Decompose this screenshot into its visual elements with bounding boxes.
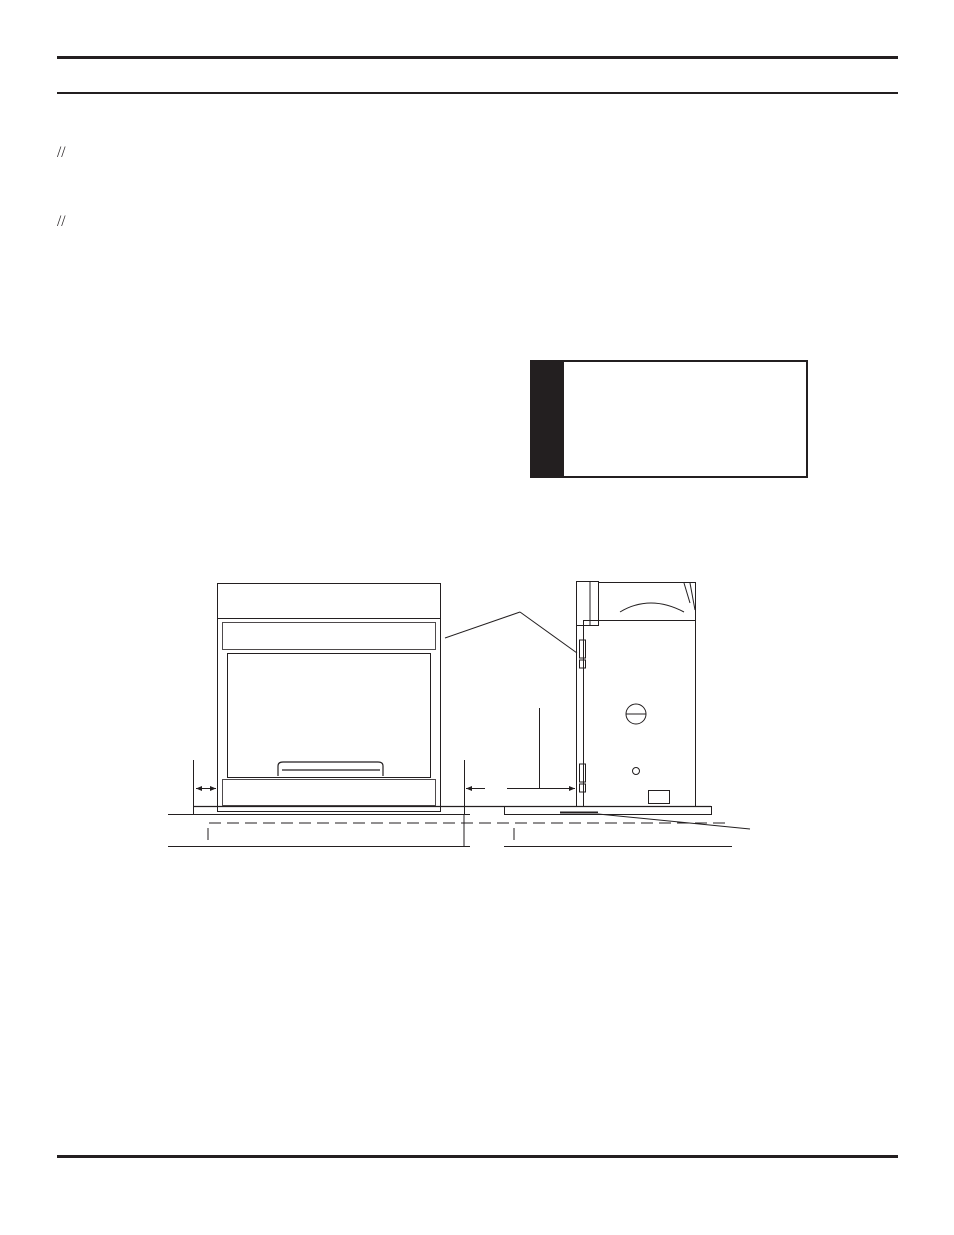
paragraph-hearth-materials	[57, 140, 898, 166]
warning-tab	[532, 362, 564, 476]
warning-box	[530, 360, 808, 478]
warning-label	[532, 362, 564, 476]
fraction-half: /	[61, 144, 66, 161]
footer-rule	[57, 1155, 898, 1158]
header-underline	[57, 92, 898, 94]
paragraph-example	[57, 209, 898, 235]
fraction-half: /	[61, 213, 66, 230]
log-grate	[278, 762, 383, 776]
header-rule	[57, 56, 898, 59]
firebox-opening	[228, 654, 431, 778]
fraction-half: /	[57, 144, 62, 161]
dimension-markers	[194, 612, 751, 829]
hearth-extension-diagram	[160, 575, 860, 860]
dimension-label-box	[447, 680, 575, 708]
floor-and-hearth	[168, 806, 732, 847]
relations-list	[57, 344, 91, 348]
fireplace-side-view	[577, 582, 696, 807]
fraction-half: /	[57, 213, 62, 230]
